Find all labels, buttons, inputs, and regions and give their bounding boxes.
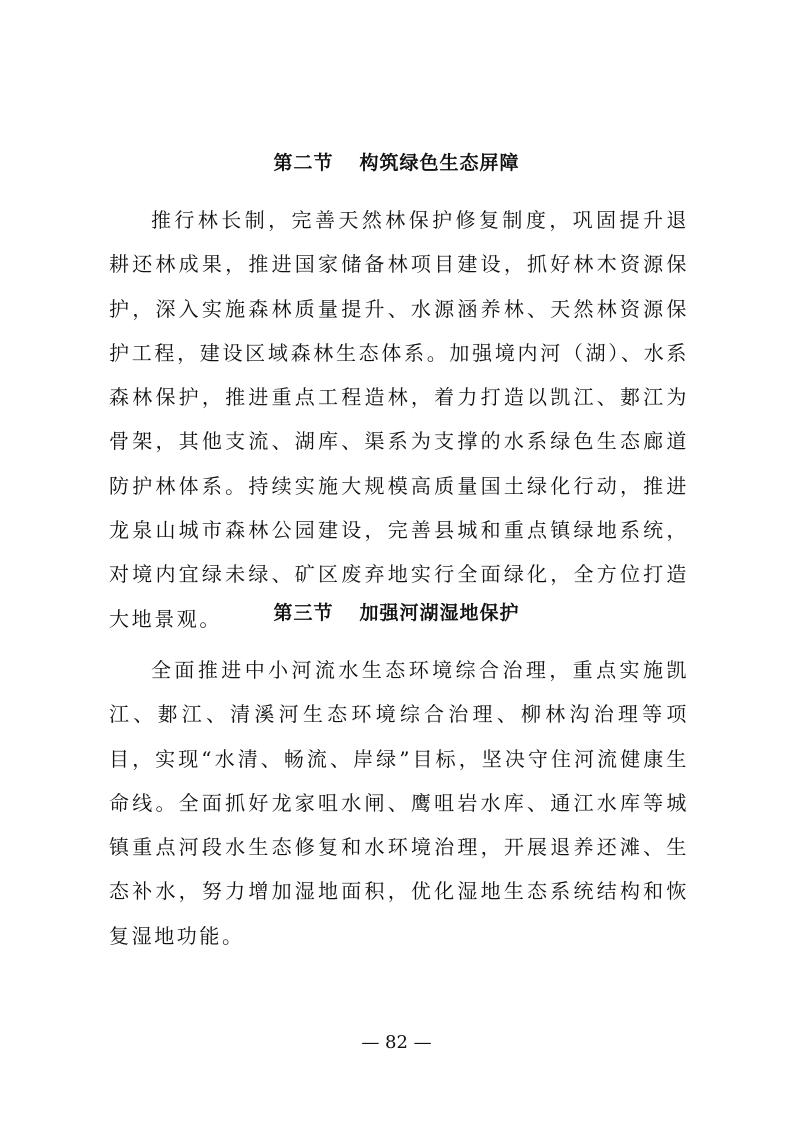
- section-number: 第三节: [273, 602, 334, 624]
- section-number: 第二节: [273, 152, 334, 174]
- paragraph-river-lake-wetland: 全面推进中小河流水生态环境综合治理，重点实施凯江、郪江、清溪河生态环境综合治理、柳林沟治理等项目，实现“水清、畅流、岸绿”目标，坚决守住河流健康生命线。全面抓好龙家咀水闸、鹰咀岩水库、通江水库等城镇重点河段水生态修复和水环境治理，开展退养还滩、生态补水，努力增加湿地面积，优化湿地生态系统结构和恢复湿地功能。: [109, 658, 689, 948]
- section-heading-3: [0, 598, 793, 625]
- paragraph-green-ecological-barrier: 推行林长制，完善天然林保护修复制度，巩固提升退耕还林成果，推进国家储备林项目建设，抓好林木资源保护，深入实施森林质量提升、水源涵养林、天然林资源保护工程，建设区域森林生态体系。加强境内河（湖）、水系森林保护，推进重点工程造林，着力打造以凯江、郪江为骨架，其他支流、湖库、渠系为支撑的水系绿色生态廊道防护林体系。持续实施大规模高质量国土绿化行动，推进龙泉山城市森林公园建设，完善县城和重点镇绿地系统，对境内宜绿未绿、矿区废弃地实行全面绿化，全方位打造大地景观。: [109, 208, 689, 631]
- section-title: 构筑绿色生态屏障: [359, 152, 520, 174]
- section-heading-2: [0, 148, 793, 175]
- page-number: — 82 —: [361, 1032, 432, 1053]
- section-title: 加强河湖湿地保护: [359, 602, 520, 624]
